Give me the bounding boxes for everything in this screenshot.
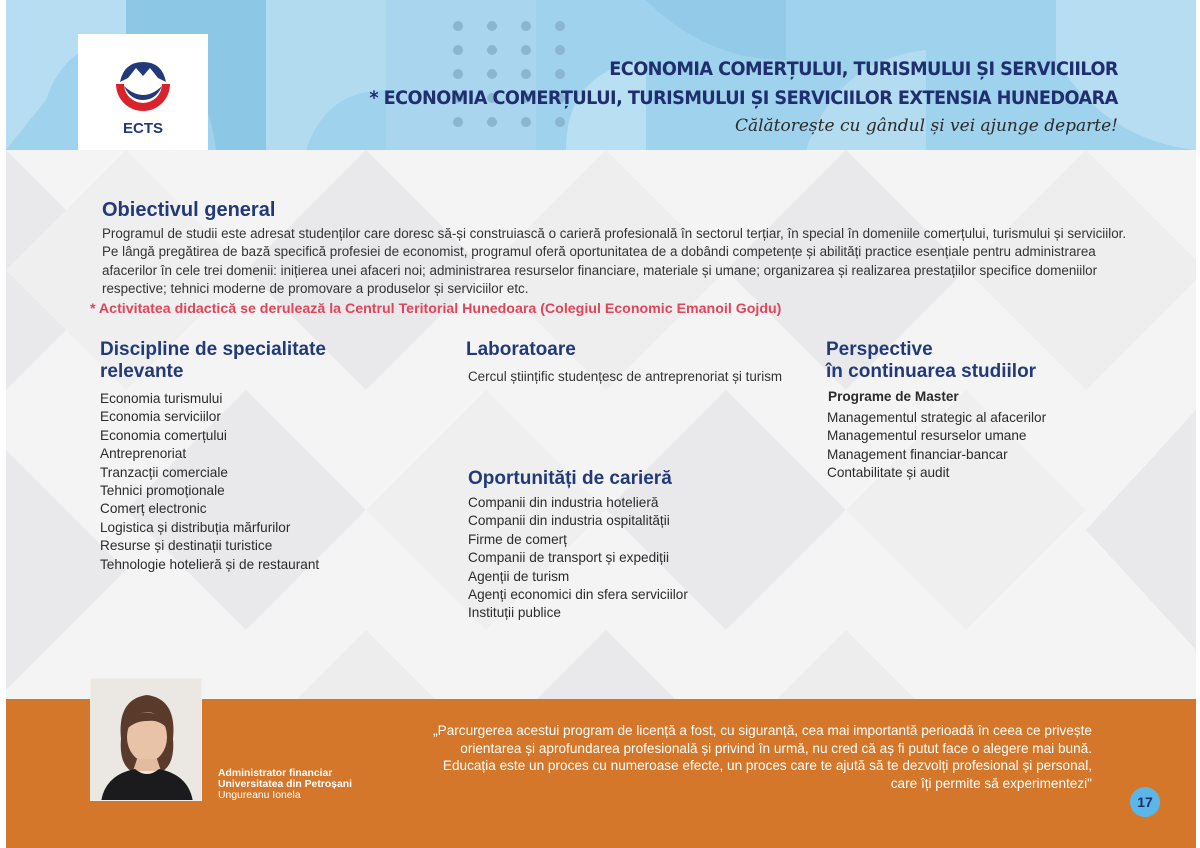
list-item: Comerț electronic (100, 501, 207, 517)
ects-logo-icon (110, 54, 176, 114)
list-item: Firme de comerț (468, 531, 567, 547)
perspectives-heading (826, 339, 1036, 383)
list-item: Contabilitate și audit (827, 465, 950, 481)
list-item: Tehnologie hotelieră și de restaurant (100, 556, 320, 572)
logo-text: ECTS (122, 120, 163, 137)
testimonial-name: Ungureanu Ionela (218, 790, 301, 801)
perspectives-heading-line-1: Perspective (826, 339, 933, 360)
testimonial-photo (90, 678, 202, 801)
master-programs-subheading: Programe de Master (828, 389, 959, 404)
list-item: Agenți economici din sfera serviciilor (468, 587, 688, 603)
list-item: Economia turismului (100, 391, 223, 406)
list-item: Agenții de turism (468, 568, 570, 584)
objective-text: Programul de studii este adresat studenților care doresc să-și construiască o carieră profesională în sectorul terțiar, în special în domeniile comerțului, turismului și serviciilor. Pe lângă pregătirea de bază specifică profesiei de economist, programul oferă oportunitatea de a dobândi competențe și abilități practice esențiale pentru administrarea afacerilor în cele trei domenii: inițierea unei afaceri noi; administrarea resurselor financiare, materiale și umane; organizarea și realizarea prestațiilor specifice domeniilor respective; tehnici moderne de promovare a produselor și serviciilor etc. (102, 226, 1127, 296)
list-item: Managementul strategic al afacerilor (827, 410, 1047, 425)
list-item: Instituții publice (468, 605, 561, 621)
list-item: Economia serviciilor (100, 409, 221, 425)
careers-heading: Oportunități de carieră (468, 468, 672, 489)
labs-heading: Laboratoare (466, 339, 576, 360)
master-programs-list (827, 409, 1046, 483)
person-portrait-icon (91, 679, 202, 801)
objective-heading: Obiectivul general (102, 199, 276, 221)
list-item: Logistica și distribuția mărfurilor (100, 519, 291, 535)
program-title-extension: * ECONOMIA COMERȚULUI, TURISMULUI ȘI SERVICIILOR EXTENSIA HUNEDOARA (369, 87, 1118, 109)
perspectives-heading-line-2: în continuarea studiilor (826, 361, 1037, 382)
list-item: Managementul resurselor umane (827, 428, 1027, 444)
careers-list (468, 494, 688, 623)
list-item: Tranzacții comerciale (100, 464, 228, 480)
testimonial-quote: „Parcurgerea acestui program de licență a fost, cu siguranță, cea mai importantă perioadă în ceea ce privește orientarea și aprofundarea profesională și privind în urmă, nu cred că aș fi putut face o alegere mai bună. Educația este un proces cu numeroase efecte, un proces care te ajută să te dezvolți profesional și personal, care îți permite să experimentezi" (433, 723, 1092, 791)
program-title: ECONOMIA COMERȚULUI, TURISMULUI ȘI SERVICIILOR (609, 58, 1118, 80)
testimonial-institution: Universitatea din Petroșani (218, 779, 352, 790)
list-item: Antreprenoriat (100, 446, 187, 462)
labs-text: Cercul științific studențesc de antreprenoriat și turism (468, 369, 783, 384)
disciplines-heading (100, 339, 326, 383)
list-item: Management financiar-bancar (827, 446, 1008, 462)
disciplines-list (100, 390, 319, 574)
testimonial-role: Administrator financiar (218, 768, 333, 779)
list-item: Resurse și destinații turistice (100, 538, 273, 554)
list-item: Companii din industria hotelieră (468, 495, 659, 510)
motto: Călătorește cu gândul și vei ajunge departe! (734, 116, 1118, 136)
location-note: * Activitatea didactică se derulează la Centrul Teritorial Hunedoara (Colegiul Economic Emanoil Gojdu) (90, 301, 782, 317)
list-item: Economia comerțului (100, 427, 227, 443)
list-item: Companii din industria ospitalității (468, 513, 670, 529)
list-item: Tehnici promoționale (100, 483, 225, 499)
disciplines-heading-line-2: relevante (100, 361, 184, 382)
list-item: Companii de transport și expediții (468, 550, 669, 566)
ects-logo (78, 34, 208, 150)
disciplines-heading-line-1: Discipline de specialitate (100, 339, 326, 360)
page-number-badge: 17 (1130, 787, 1160, 817)
